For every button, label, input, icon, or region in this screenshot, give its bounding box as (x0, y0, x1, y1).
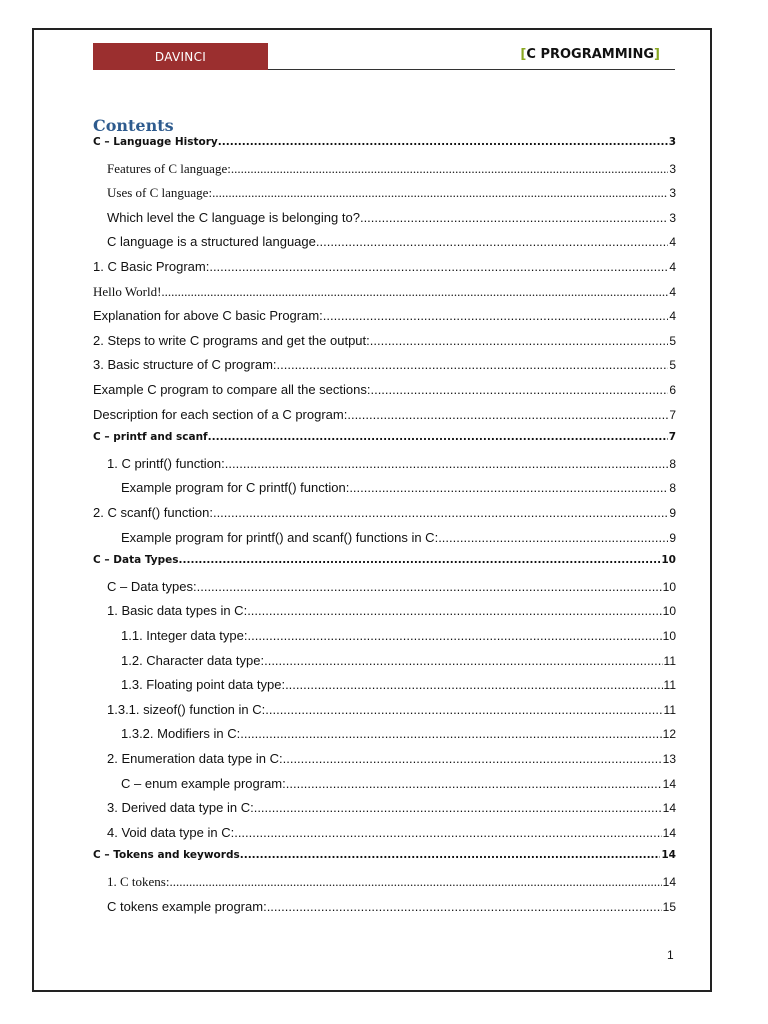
toc-entry[interactable] (93, 628, 676, 648)
toc-entry-title: 1.2. Character data type: (121, 652, 265, 668)
toc-entry-title: C – Data types: (107, 578, 197, 594)
toc-dot-leader (240, 849, 661, 861)
toc-entry-title: C – printf and scanf (93, 431, 208, 444)
toc-dot-leader (213, 505, 668, 520)
toc-entry-page: 3 (668, 136, 676, 148)
toc-entry-page: 14 (662, 875, 676, 889)
toc-entry[interactable] (93, 653, 676, 673)
toc-entry[interactable] (93, 505, 676, 525)
toc-entry-page: 12 (662, 727, 676, 742)
toc-entry-title: 2. Steps to write C programs and get the output: (93, 332, 370, 348)
toc-dot-leader (277, 357, 669, 372)
toc-dot-leader (208, 431, 668, 443)
toc-entry[interactable] (93, 382, 676, 402)
toc-entry-page: 5 (669, 333, 676, 348)
header-document-title (520, 47, 660, 62)
toc-dot-leader (218, 136, 668, 148)
toc-entry-page: 3 (669, 186, 676, 201)
toc-entry-title: 3. Derived data type in C: (107, 800, 254, 816)
toc-entry-page: 11 (663, 678, 676, 693)
toc-dot-leader (347, 407, 668, 422)
toc-entry-page: 10 (661, 554, 676, 567)
toc-entry[interactable] (93, 185, 676, 205)
contents-heading: Contents (93, 116, 174, 135)
toc-entry[interactable] (93, 603, 676, 623)
toc-dot-leader (286, 776, 662, 791)
toc-entry[interactable] (93, 530, 676, 550)
toc-entry-page: 14 (662, 801, 676, 816)
toc-entry[interactable] (93, 357, 676, 377)
toc-entry[interactable] (93, 726, 676, 746)
toc-entry-page: 11 (663, 702, 676, 717)
toc-dot-leader (234, 825, 661, 840)
toc-entry-page: 3 (669, 210, 676, 225)
toc-entry[interactable] (93, 800, 676, 820)
toc-entry[interactable] (93, 480, 676, 500)
header-bracket-close: ] (654, 47, 660, 62)
toc-dot-leader (265, 702, 662, 717)
toc-entry-title: Example C program to compare all the sections: (93, 382, 371, 397)
toc-dot-leader (349, 480, 668, 495)
toc-entry-title: 1.3.1. sizeof() function in C: (107, 701, 266, 717)
toc-entry[interactable] (93, 677, 676, 697)
toc-entry-page: 6 (669, 383, 676, 397)
toc-entry[interactable] (93, 751, 676, 771)
toc-dot-leader (264, 653, 662, 668)
toc-entry[interactable] (93, 333, 676, 353)
toc-entry-page: 15 (662, 899, 676, 914)
toc-dot-leader (323, 308, 669, 323)
toc-dot-leader (370, 382, 668, 397)
toc-dot-leader (209, 259, 668, 274)
toc-entry-page: 10 (662, 629, 676, 643)
toc-entry[interactable] (93, 702, 676, 722)
toc-dot-leader (225, 456, 669, 471)
toc-entry-page: 9 (669, 530, 676, 545)
toc-dot-leader (231, 161, 668, 177)
toc-entry-page: 14 (662, 825, 676, 840)
toc-entry-title: Which level the C language is belonging to? (107, 209, 360, 225)
header-bracket-open: [ (520, 47, 527, 62)
toc-entry-title: 4. Void data type in C: (107, 824, 235, 840)
toc-entry[interactable] (93, 308, 676, 328)
toc-entry-title: C – Data Types (93, 554, 179, 567)
toc-entry-title: Example program for C printf() function: (121, 480, 350, 496)
toc-entry[interactable] (93, 554, 676, 574)
toc-entry-page: 14 (662, 776, 676, 791)
toc-entry-page: 14 (661, 849, 676, 862)
toc-entry-page: 3 (669, 161, 676, 176)
toc-entry[interactable] (93, 899, 676, 919)
toc-entry-page: 9 (669, 506, 676, 520)
toc-entry-page: 5 (669, 358, 676, 373)
toc-entry-title: C – Tokens and keywords (93, 849, 240, 862)
toc-entry-title: 1. C Basic Program: (93, 259, 210, 274)
toc-entry-page: 4 (669, 260, 676, 274)
toc-entry-title: 1.3. Floating point data type: (121, 677, 286, 693)
toc-entry[interactable] (93, 456, 676, 476)
toc-dot-leader (370, 333, 669, 348)
toc-entry-title: Hello World! (93, 283, 162, 299)
toc-entry-page: 13 (662, 752, 676, 766)
toc-entry-title: 3. Basic structure of C program: (93, 357, 277, 373)
toc-dot-leader (267, 899, 662, 914)
toc-entry-page: 7 (669, 407, 676, 422)
header-author-label: DAVINCI (154, 49, 207, 64)
toc-dot-leader (169, 874, 661, 890)
toc-entry-title: 1. Basic data types in C: (107, 603, 248, 619)
toc-entry-page: 4 (669, 309, 676, 324)
toc-entry[interactable] (93, 825, 676, 845)
toc-entry-title: 1.1. Integer data type: (121, 628, 248, 643)
toc-entry-title: C – Language History (93, 136, 218, 148)
toc-dot-leader (254, 800, 662, 815)
toc-dot-leader (283, 751, 662, 766)
toc-entry-page: 4 (669, 284, 676, 299)
toc-entry-title: C tokens example program: (107, 898, 267, 914)
toc-entry-title: Example program for printf() and scanf() functions in C: (121, 529, 439, 545)
toc-entry-page: 4 (669, 235, 676, 250)
toc-entry[interactable] (93, 776, 676, 796)
toc-entry-title: C – enum example program: (121, 775, 286, 791)
toc-entry-title: 1.3.2. Modifiers in C: (121, 726, 241, 742)
toc-entry[interactable] (93, 284, 676, 304)
toc-entry[interactable] (93, 579, 676, 599)
header-author-tab (93, 43, 268, 70)
toc-entry-page: 8 (669, 481, 676, 496)
page-number: 1 (667, 948, 674, 962)
toc-entry[interactable] (93, 407, 676, 427)
toc-dot-leader (240, 726, 661, 741)
toc-dot-leader (360, 210, 668, 225)
page-header (93, 43, 675, 71)
toc-entry[interactable] (93, 136, 676, 156)
toc-entry[interactable] (93, 874, 676, 894)
toc-entry-page: 11 (663, 653, 676, 668)
toc-dot-leader (178, 554, 660, 566)
toc-entry-title: 2. Enumeration data type in C: (107, 751, 283, 766)
toc-dot-leader (316, 234, 668, 249)
toc-entry-page: 8 (669, 456, 676, 471)
toc-entry[interactable] (93, 431, 676, 451)
toc-dot-leader (161, 284, 668, 300)
toc-entry-title: 1. C tokens: (107, 874, 170, 889)
toc-entry-title: Explanation for above C basic Program: (93, 308, 323, 324)
toc-entry-title: Features of C language: (107, 160, 231, 176)
toc-dot-leader (212, 185, 668, 201)
toc-entry[interactable] (93, 234, 676, 254)
toc-entry-page: 10 (662, 579, 676, 594)
toc-entry-title: Uses of C language: (107, 185, 213, 201)
toc-entry[interactable] (93, 161, 676, 181)
header-rule (268, 69, 675, 70)
toc-entry-title: 2. C scanf() function: (93, 505, 213, 520)
toc-entry[interactable] (93, 210, 676, 230)
toc-entry-title: 1. C printf() function: (107, 455, 225, 471)
toc-dot-leader (197, 579, 662, 594)
toc-entry[interactable] (93, 849, 676, 869)
toc-dot-leader (247, 603, 661, 618)
toc-entry[interactable] (93, 259, 676, 279)
toc-dot-leader (285, 677, 662, 692)
toc-dot-leader (438, 530, 668, 545)
toc-entry-title: Description for each section of a C program: (93, 406, 348, 422)
toc-dot-leader (247, 628, 661, 643)
toc-entry-title: C language is a structured language (107, 234, 316, 250)
header-title-label: C PROGRAMMING (526, 47, 655, 62)
toc-entry-page: 7 (668, 431, 676, 444)
toc-entry-page: 10 (662, 604, 676, 619)
